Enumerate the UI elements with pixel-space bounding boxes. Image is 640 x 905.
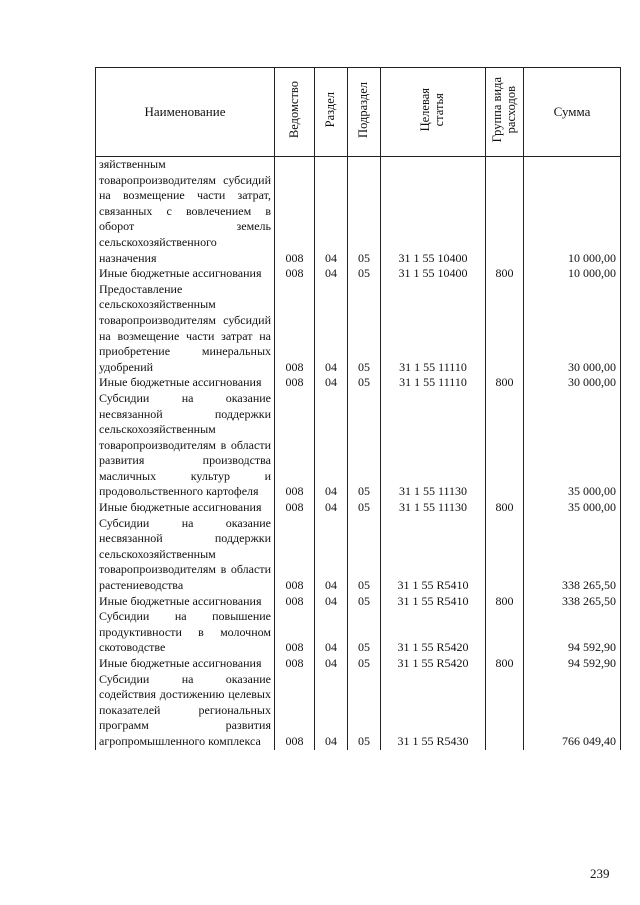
cell-target-item: 31 1 55 10400 <box>381 266 486 282</box>
cell-expense-group: 800 <box>486 594 524 610</box>
header-target-item: Целевая статья <box>381 68 486 157</box>
header-subsection: Подраздел <box>348 68 381 157</box>
cell-department: 008 <box>275 500 315 516</box>
cell-name: Субсидии на повышение продуктивности в молочном скотоводстве <box>96 609 275 656</box>
cell-subsection: 05 <box>348 656 381 672</box>
cell-subsection: 05 <box>348 391 381 500</box>
cell-amount: 94 592,90 <box>524 656 621 672</box>
cell-section: 04 <box>315 157 348 267</box>
cell-amount: 35 000,00 <box>524 500 621 516</box>
cell-department: 008 <box>275 672 315 750</box>
cell-target-item: 31 1 55 R5430 <box>381 672 486 750</box>
cell-department: 008 <box>275 656 315 672</box>
cell-subsection: 05 <box>348 672 381 750</box>
cell-department: 008 <box>275 609 315 656</box>
table-row <box>96 609 621 656</box>
cell-expense-group: 800 <box>486 500 524 516</box>
table-row <box>96 282 621 376</box>
cell-subsection: 05 <box>348 266 381 282</box>
cell-department: 008 <box>275 516 315 594</box>
cell-expense-group <box>486 516 524 594</box>
cell-section: 04 <box>315 375 348 391</box>
cell-section: 04 <box>315 391 348 500</box>
cell-subsection: 05 <box>348 282 381 376</box>
cell-expense-group <box>486 672 524 750</box>
cell-name: зяйственным товаропроизводителям субсидий на возмещение части затрат, связанных с вовлечением в оборот земель сельскохозяйственного назначения <box>96 157 275 267</box>
cell-amount: 94 592,90 <box>524 609 621 656</box>
cell-section: 04 <box>315 500 348 516</box>
cell-department: 008 <box>275 391 315 500</box>
cell-expense-group <box>486 609 524 656</box>
cell-target-item: 31 1 55 11110 <box>381 282 486 376</box>
cell-expense-group <box>486 282 524 376</box>
cell-target-item: 31 1 55 R5410 <box>381 594 486 610</box>
cell-department: 008 <box>275 282 315 376</box>
cell-subsection: 05 <box>348 594 381 610</box>
table-header <box>96 68 621 157</box>
cell-name: Субсидии на оказание несвязанной поддержки сельскохозяйственным товаропроизводителям в области растениеводства <box>96 516 275 594</box>
cell-name: Субсидии на оказание содействия достижению целевых показателей региональных программ развития агропромышленного комплекса <box>96 672 275 750</box>
cell-section: 04 <box>315 516 348 594</box>
cell-target-item: 31 1 55 11130 <box>381 500 486 516</box>
table-body <box>96 157 621 750</box>
cell-name: Иные бюджетные ассигнования <box>96 375 275 391</box>
cell-subsection: 05 <box>348 157 381 267</box>
table-row <box>96 391 621 500</box>
cell-department: 008 <box>275 375 315 391</box>
table-row <box>96 672 621 750</box>
cell-target-item: 31 1 55 10400 <box>381 157 486 267</box>
table-row <box>96 500 621 516</box>
cell-expense-group: 800 <box>486 266 524 282</box>
table-row <box>96 375 621 391</box>
cell-subsection: 05 <box>348 516 381 594</box>
cell-subsection: 05 <box>348 375 381 391</box>
header-name: Наименование <box>96 68 275 157</box>
cell-subsection: 05 <box>348 609 381 656</box>
table-row <box>96 157 621 267</box>
table-row <box>96 516 621 594</box>
cell-target-item: 31 1 55 R5420 <box>381 609 486 656</box>
cell-amount: 30 000,00 <box>524 375 621 391</box>
cell-name: Предоставление сельскохозяйственным товаропроизводителям субсидий на возмещение части затрат на приобретение минеральных удобрений <box>96 282 275 376</box>
cell-amount: 338 265,50 <box>524 516 621 594</box>
cell-section: 04 <box>315 282 348 376</box>
table-row <box>96 656 621 672</box>
cell-target-item: 31 1 55 R5410 <box>381 516 486 594</box>
budget-table <box>95 67 621 750</box>
header-section: Раздел <box>315 68 348 157</box>
cell-section: 04 <box>315 594 348 610</box>
cell-expense-group <box>486 157 524 267</box>
cell-department: 008 <box>275 594 315 610</box>
cell-target-item: 31 1 55 R5420 <box>381 656 486 672</box>
header-department: Ведомство <box>275 68 315 157</box>
cell-amount: 35 000,00 <box>524 391 621 500</box>
cell-amount: 338 265,50 <box>524 594 621 610</box>
cell-expense-group: 800 <box>486 375 524 391</box>
cell-name: Иные бюджетные ассигнования <box>96 594 275 610</box>
cell-target-item: 31 1 55 11110 <box>381 375 486 391</box>
cell-department: 008 <box>275 266 315 282</box>
cell-amount: 766 049,40 <box>524 672 621 750</box>
cell-amount: 30 000,00 <box>524 282 621 376</box>
cell-section: 04 <box>315 672 348 750</box>
table-row <box>96 594 621 610</box>
cell-name: Иные бюджетные ассигнования <box>96 656 275 672</box>
cell-section: 04 <box>315 609 348 656</box>
header-expense-group: Группа вида расходов <box>486 68 524 157</box>
cell-expense-group <box>486 391 524 500</box>
cell-expense-group: 800 <box>486 656 524 672</box>
cell-name: Субсидии на оказание несвязанной поддержки сельскохозяйственным товаропроизводителям в области развития производства масличных культур и продовольственного картофеля <box>96 391 275 500</box>
cell-amount: 10 000,00 <box>524 157 621 267</box>
cell-subsection: 05 <box>348 500 381 516</box>
header-amount: Сумма <box>524 68 621 157</box>
cell-name: Иные бюджетные ассигнования <box>96 266 275 282</box>
cell-name: Иные бюджетные ассигнования <box>96 500 275 516</box>
table-row <box>96 266 621 282</box>
cell-target-item: 31 1 55 11130 <box>381 391 486 500</box>
cell-section: 04 <box>315 656 348 672</box>
cell-department: 008 <box>275 157 315 267</box>
cell-amount: 10 000,00 <box>524 266 621 282</box>
cell-section: 04 <box>315 266 348 282</box>
page-number: 239 <box>590 866 610 881</box>
